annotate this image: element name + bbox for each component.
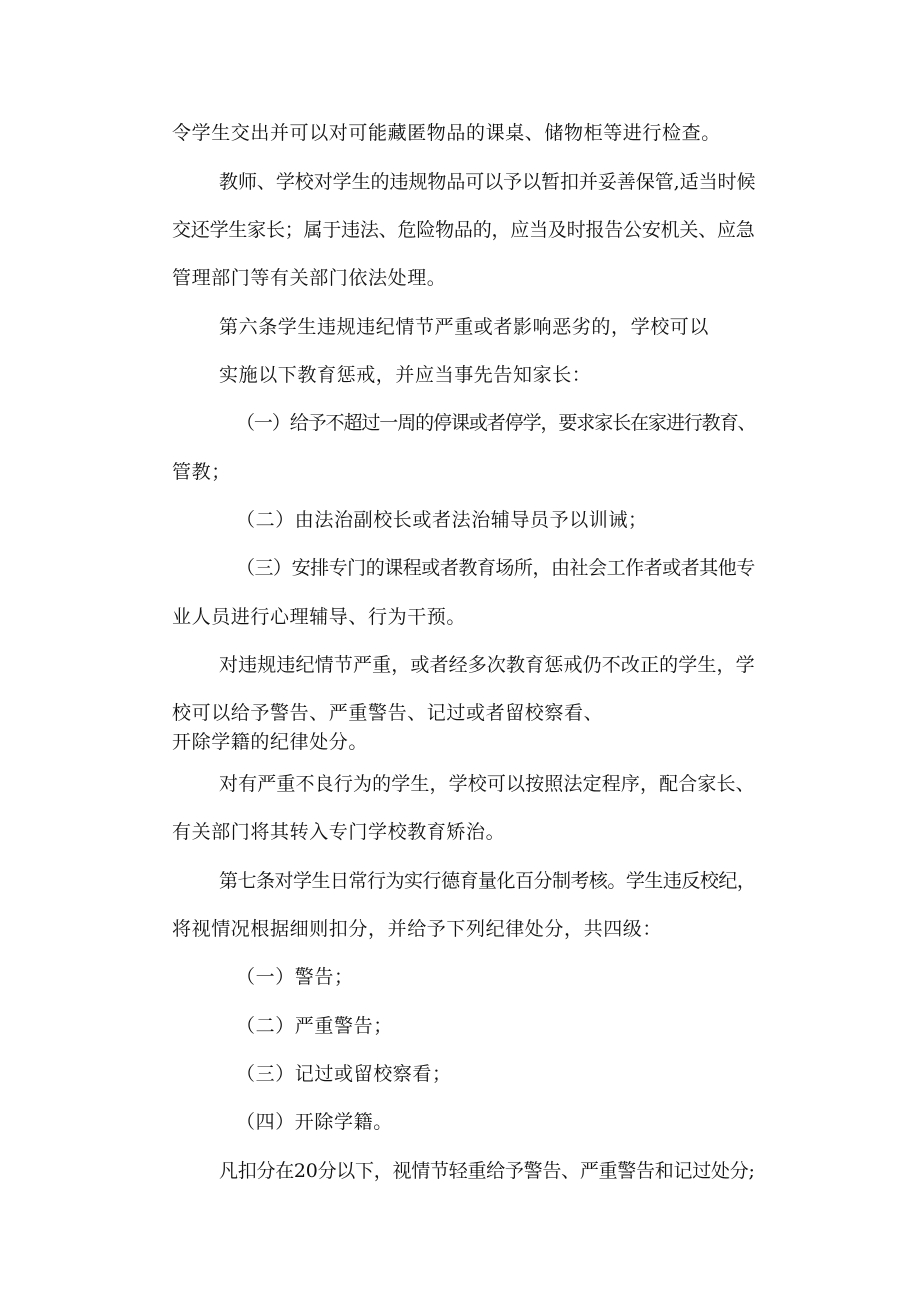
text-line: 业人员进行心理辅导、行为干预。 [172,606,467,628]
text-line: 凡扣分在20分以下，视情节轻重给予警告、严重警告和记过处分; [219,1160,755,1182]
list-item: （三）记过或留校察看； [236,1063,452,1085]
text-line: 将视情况根据细则扣分，并给予下列纪律处分，共四级： [172,918,663,940]
text-line: 教师、学校对学生的违规物品可以予以暂扣并妥善保管,适当时候 [219,171,756,193]
list-item: （三）安排专门的课程或者教育场所，由社会工作者或者其他专 [236,557,755,579]
text-line: 对有严重不良行为的学生，学校可以按照法定程序，配合家长、 [219,773,755,795]
text-line: 管理部门等有关部门依法处理。 [172,267,447,289]
article-heading-line: 第六条学生违规违纪情节严重或者影响恶劣的，学校可以 [219,316,710,338]
list-item: （一）警告； [236,966,354,988]
text-line: 交还学生家长；属于违法、危险物品的，应当及时报告公安机关、应急 [172,219,755,241]
text-line: 管教； [172,461,231,483]
article-heading-line: 第七条对学生日常行为实行德育量化百分制考核。学生违反校纪， [219,870,756,892]
list-item: （四）开除学籍。 [236,1111,393,1133]
text-line: 令学生交出并可以对可能藏匿物品的课桌、储物柜等进行检查。 [172,122,721,144]
text-line: 开除学籍的纪律处分。 [172,731,369,753]
list-item: （二）由法治副校长或者法治辅导员予以训诫； [236,509,648,531]
text-line: 实施以下教育惩戒，并应当事先告知家长： [219,364,592,386]
list-item: （二）严重警告； [236,1015,393,1037]
text-line: 对违规违纪情节严重，或者经多次教育惩戒仍不改正的学生，学 [219,654,755,676]
list-item: （一）给予不超过一周的停课或者停学，要求家长在家进行教育、 [236,412,756,434]
text-line: 校可以给予警告、严重警告、记过或者留校察看、 [172,702,604,724]
text-line: 有关部门将其转入专门学校教育矫治。 [172,821,506,843]
